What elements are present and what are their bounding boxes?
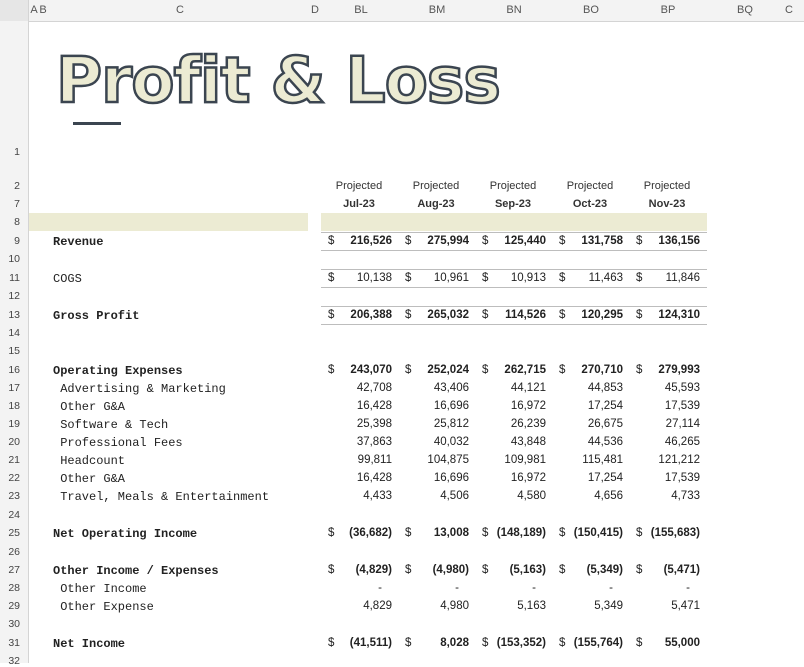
currency-symbol: $: [559, 235, 566, 247]
value-cell[interactable]: (148,189): [496, 527, 546, 539]
period-header-projected: Projected: [566, 180, 614, 192]
row-number[interactable]: 29: [8, 600, 20, 612]
column-header[interactable]: BL: [354, 4, 368, 16]
row-number[interactable]: 11: [9, 272, 20, 284]
value-cell[interactable]: 17,254: [587, 400, 623, 412]
currency-symbol: $: [328, 637, 335, 649]
column-header[interactable]: BO: [583, 4, 599, 16]
currency-symbol: $: [328, 309, 335, 321]
value-cell[interactable]: 11,846: [665, 272, 700, 284]
currency-symbol: $: [328, 564, 335, 576]
value-cell[interactable]: 46,265: [664, 436, 700, 448]
row-number[interactable]: 25: [8, 527, 20, 539]
column-header-bar: [0, 0, 804, 22]
value-cell[interactable]: 4,580: [517, 490, 546, 502]
value-cell[interactable]: 4,980: [440, 600, 469, 612]
currency-symbol: $: [328, 235, 335, 247]
currency-symbol: $: [405, 527, 412, 539]
row-number[interactable]: 10: [8, 253, 20, 265]
period-header-month: Oct-23: [572, 198, 608, 210]
value-cell[interactable]: 206,388: [350, 309, 392, 321]
value-cell[interactable]: 216,526: [350, 235, 392, 247]
row-label[interactable]: Advertising & Marketing: [53, 382, 226, 396]
row-label[interactable]: Travel, Meals & Entertainment: [53, 490, 270, 504]
select-all-corner[interactable]: [0, 0, 29, 21]
value-cell[interactable]: 10,961: [433, 272, 469, 284]
column-header[interactable]: B: [39, 4, 47, 16]
period-header-projected: Projected: [643, 180, 691, 192]
value-cell[interactable]: 25,398: [356, 418, 392, 430]
row-number[interactable]: 26: [8, 546, 20, 558]
period-header-projected: Projected: [412, 180, 460, 192]
currency-symbol: $: [559, 309, 566, 321]
row-label[interactable]: Net Income: [53, 637, 126, 651]
currency-symbol: $: [482, 564, 489, 576]
row-number[interactable]: 9: [14, 235, 20, 247]
row-label[interactable]: Gross Profit: [53, 309, 140, 323]
value-cell[interactable]: 40,032: [433, 436, 469, 448]
value-cell[interactable]: (155,683): [650, 527, 700, 539]
row-number[interactable]: 31: [8, 637, 20, 649]
currency-symbol: $: [636, 564, 643, 576]
row-number[interactable]: 12: [8, 290, 20, 302]
currency-symbol: $: [559, 364, 566, 376]
value-cell[interactable]: 5,163: [517, 600, 546, 612]
row-label[interactable]: Operating Expenses: [53, 364, 183, 378]
currency-symbol: $: [405, 564, 412, 576]
value-cell[interactable]: 124,310: [658, 309, 700, 321]
row-number[interactable]: 16: [8, 364, 20, 376]
value-cell[interactable]: 270,710: [581, 364, 623, 376]
row-number[interactable]: 2: [14, 180, 20, 192]
value-cell[interactable]: 16,972: [510, 400, 546, 412]
currency-symbol: $: [559, 272, 566, 284]
title-underline: [73, 122, 121, 125]
value-cell[interactable]: 4,829: [363, 600, 392, 612]
currency-symbol: $: [559, 637, 566, 649]
row-number[interactable]: 23: [8, 490, 20, 502]
row-number[interactable]: 7: [14, 198, 20, 210]
currency-symbol: $: [328, 527, 335, 539]
value-cell[interactable]: (4,980): [432, 564, 469, 576]
currency-symbol: $: [482, 309, 489, 321]
row-number[interactable]: 32: [8, 655, 20, 667]
value-cell[interactable]: 115,481: [582, 454, 623, 466]
row-label[interactable]: Other G&A: [53, 400, 126, 414]
value-cell[interactable]: 25,812: [433, 418, 469, 430]
value-cell[interactable]: 16,696: [433, 400, 469, 412]
value-cell[interactable]: -: [378, 582, 382, 594]
currency-symbol: $: [482, 272, 489, 284]
row-number[interactable]: 20: [8, 436, 20, 448]
column-header[interactable]: C: [176, 4, 184, 16]
cell-border: [321, 250, 707, 251]
currency-symbol: $: [405, 272, 412, 284]
value-cell[interactable]: 104,875: [427, 454, 469, 466]
value-cell[interactable]: (5,471): [663, 564, 700, 576]
value-cell[interactable]: 5,471: [671, 600, 700, 612]
cell-border: [321, 306, 707, 307]
row-label[interactable]: COGS: [53, 272, 82, 286]
row-label[interactable]: Other G&A: [53, 472, 126, 486]
value-cell[interactable]: 5,349: [594, 600, 623, 612]
row-number[interactable]: 15: [8, 345, 20, 357]
value-cell[interactable]: 4,656: [594, 490, 623, 502]
value-cell[interactable]: 26,675: [587, 418, 623, 430]
currency-symbol: $: [559, 564, 566, 576]
currency-symbol: $: [636, 272, 643, 284]
row-label[interactable]: Other Income / Expenses: [53, 564, 219, 578]
currency-symbol: $: [559, 527, 566, 539]
value-cell[interactable]: 13,008: [433, 527, 469, 539]
row-number[interactable]: 14: [8, 327, 20, 339]
value-cell[interactable]: (4,829): [355, 564, 392, 576]
row-number[interactable]: 21: [8, 454, 20, 466]
value-cell[interactable]: (150,415): [573, 527, 623, 539]
value-cell[interactable]: -: [455, 582, 459, 594]
row-number[interactable]: 19: [8, 418, 20, 430]
value-cell[interactable]: 16,428: [356, 472, 392, 484]
value-cell[interactable]: 125,440: [504, 235, 546, 247]
value-cell[interactable]: 10,913: [510, 272, 546, 284]
column-header[interactable]: BQ: [737, 4, 753, 16]
value-cell[interactable]: 275,994: [427, 235, 469, 247]
value-cell[interactable]: 136,156: [658, 235, 700, 247]
column-header[interactable]: BN: [506, 4, 522, 16]
value-cell[interactable]: 8,028: [440, 637, 469, 649]
row-number[interactable]: 30: [8, 618, 20, 630]
value-cell[interactable]: 17,539: [664, 400, 700, 412]
value-cell[interactable]: -: [686, 582, 690, 594]
value-cell[interactable]: 4,433: [363, 490, 392, 502]
value-cell[interactable]: 43,406: [433, 382, 469, 394]
row-label[interactable]: Software & Tech: [53, 418, 169, 432]
value-cell[interactable]: 43,848: [510, 436, 546, 448]
section-band: [29, 213, 308, 231]
period-header-month: Jul-23: [343, 198, 375, 210]
column-header[interactable]: BP: [660, 4, 676, 16]
currency-symbol: $: [405, 309, 412, 321]
currency-symbol: $: [636, 235, 643, 247]
value-cell[interactable]: 27,114: [665, 418, 700, 430]
currency-symbol: $: [636, 527, 643, 539]
value-cell[interactable]: (41,511): [349, 637, 392, 649]
page-title: Profit & Loss: [56, 44, 500, 117]
currency-symbol: $: [482, 527, 489, 539]
column-header[interactable]: BM: [428, 4, 446, 16]
row-number[interactable]: 22: [8, 472, 20, 484]
value-cell[interactable]: 45,593: [664, 382, 700, 394]
row-label[interactable]: Professional Fees: [53, 436, 183, 450]
currency-symbol: $: [482, 235, 489, 247]
column-header[interactable]: C: [785, 4, 793, 16]
row-number[interactable]: 28: [8, 582, 20, 594]
row-number[interactable]: 1: [14, 146, 20, 158]
cell-border: [321, 269, 707, 270]
row-label[interactable]: Other Expense: [53, 600, 154, 614]
period-header-month: Nov-23: [648, 198, 686, 210]
currency-symbol: $: [328, 272, 335, 284]
currency-symbol: $: [328, 364, 335, 376]
value-cell[interactable]: 16,428: [356, 400, 392, 412]
value-cell[interactable]: 109,981: [504, 454, 546, 466]
value-cell[interactable]: 44,536: [587, 436, 623, 448]
value-cell[interactable]: 262,715: [504, 364, 546, 376]
value-cell[interactable]: 26,239: [510, 418, 546, 430]
row-number[interactable]: 18: [8, 400, 20, 412]
currency-symbol: $: [636, 364, 643, 376]
column-header[interactable]: A: [30, 4, 38, 16]
row-number[interactable]: 24: [8, 509, 20, 521]
period-header-projected: Projected: [335, 180, 383, 192]
cell-border: [321, 324, 707, 325]
value-cell[interactable]: 10,138: [356, 272, 392, 284]
period-header-month: Sep-23: [494, 198, 532, 210]
value-cell[interactable]: 16,972: [510, 472, 546, 484]
row-label[interactable]: Revenue: [53, 235, 104, 249]
value-cell[interactable]: (155,764): [573, 637, 623, 649]
row-label[interactable]: Other Income: [53, 582, 147, 596]
value-cell[interactable]: (5,163): [509, 564, 546, 576]
cell-border: [321, 287, 707, 288]
value-cell[interactable]: 17,254: [587, 472, 623, 484]
row-number[interactable]: 13: [8, 309, 20, 321]
currency-symbol: $: [405, 637, 412, 649]
row-label[interactable]: Headcount: [53, 454, 126, 468]
column-header[interactable]: D: [311, 4, 319, 16]
value-cell[interactable]: 279,993: [658, 364, 700, 376]
currency-symbol: $: [405, 364, 412, 376]
currency-symbol: $: [636, 637, 643, 649]
value-cell[interactable]: 243,070: [350, 364, 392, 376]
period-header-month: Aug-23: [417, 198, 455, 210]
value-cell[interactable]: (153,352): [496, 637, 546, 649]
value-cell[interactable]: 114,526: [505, 309, 546, 321]
value-cell[interactable]: 4,733: [671, 490, 700, 502]
cell-border: [321, 232, 707, 233]
row-number[interactable]: 17: [8, 382, 20, 394]
value-cell[interactable]: 4,506: [440, 490, 469, 502]
value-cell[interactable]: 265,032: [427, 309, 469, 321]
section-band: [321, 213, 707, 231]
value-cell[interactable]: 44,121: [510, 382, 546, 394]
currency-symbol: $: [636, 309, 643, 321]
value-cell[interactable]: 37,863: [356, 436, 392, 448]
row-label[interactable]: Net Operating Income: [53, 527, 198, 541]
period-header-projected: Projected: [489, 180, 537, 192]
currency-symbol: $: [405, 235, 412, 247]
value-cell[interactable]: -: [532, 582, 536, 594]
row-number[interactable]: 27: [8, 564, 20, 576]
currency-symbol: $: [482, 364, 489, 376]
value-cell[interactable]: 16,696: [433, 472, 469, 484]
value-cell[interactable]: 99,811: [357, 454, 392, 466]
value-cell[interactable]: (5,349): [586, 564, 623, 576]
currency-symbol: $: [482, 637, 489, 649]
value-cell[interactable]: 120,295: [581, 309, 623, 321]
row-header-bar: [0, 21, 29, 667]
row-number[interactable]: 8: [14, 216, 20, 228]
value-cell[interactable]: 131,758: [581, 235, 623, 247]
value-cell[interactable]: 11,463: [588, 272, 623, 284]
value-cell[interactable]: -: [609, 582, 613, 594]
value-cell[interactable]: 44,853: [587, 382, 623, 394]
value-cell[interactable]: 121,212: [658, 454, 700, 466]
value-cell[interactable]: 17,539: [664, 472, 700, 484]
value-cell[interactable]: (36,682): [349, 527, 392, 539]
value-cell[interactable]: 252,024: [427, 364, 469, 376]
value-cell[interactable]: 55,000: [664, 637, 700, 649]
value-cell[interactable]: 42,708: [356, 382, 392, 394]
